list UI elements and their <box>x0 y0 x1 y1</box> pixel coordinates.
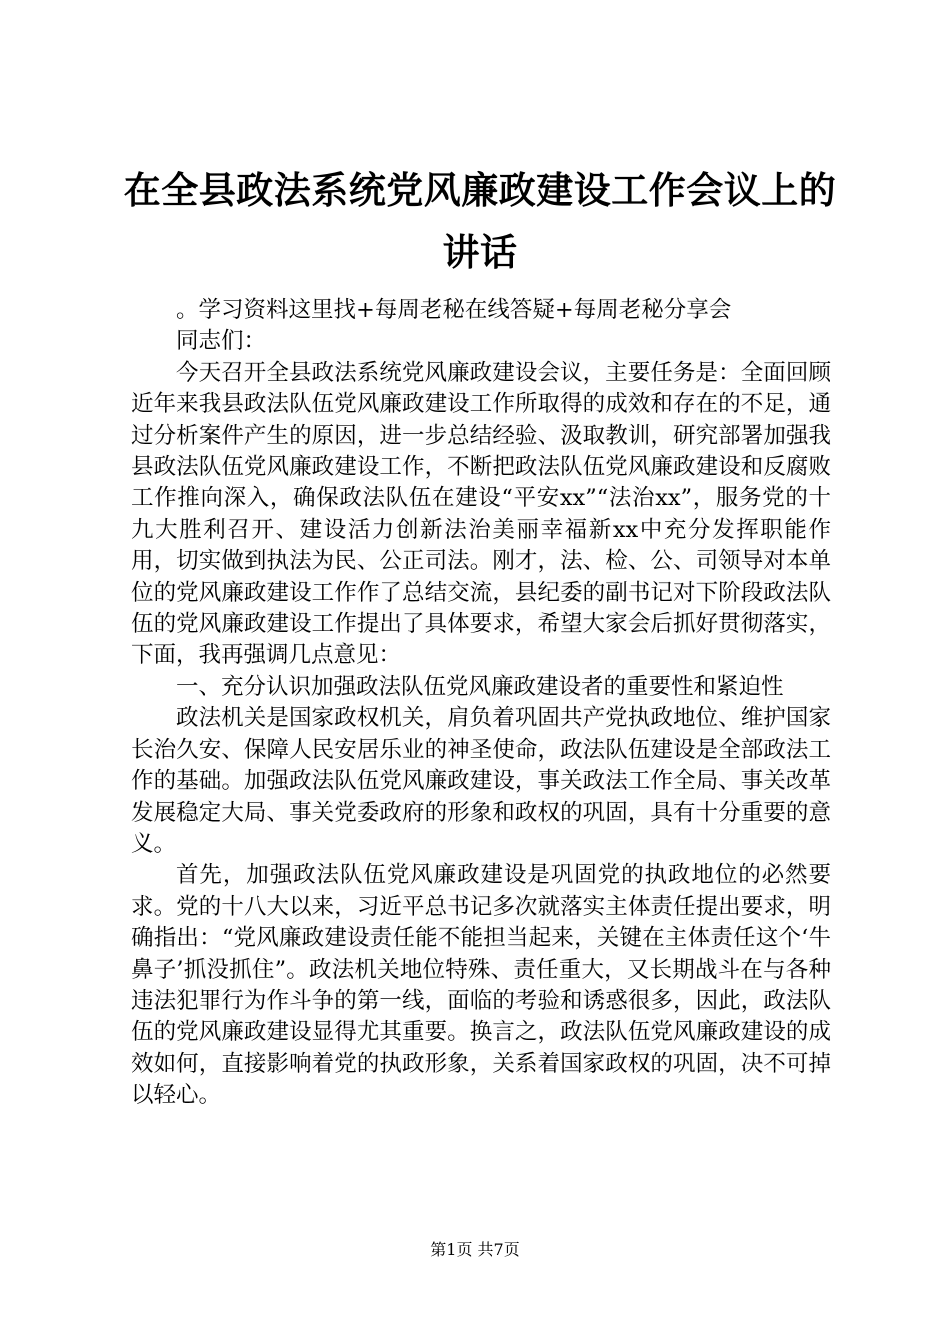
promo-line: 。学习资料这里找+每周老秘在线答疑+每周老秘分享会 <box>176 297 732 323</box>
document-body <box>131 295 831 1112</box>
salutation: 同志们： <box>176 328 267 355</box>
section-heading-1: 一、充分认识加强政法队伍党风廉政建设者的重要性和紧迫性 <box>176 673 784 700</box>
document-title: 在全县政法系统党风廉政建设工作会议上的讲话 <box>123 169 837 274</box>
paragraph-first-point: 首先，加强政法队伍党风廉政建设是巩固党的执政地位的必然要求。党的十八大以来，习近平总书记多次就落实主体责任提出要求，明确指出：“党风廉政建设责任能不能担当起来，关键在主体责任这个‘牛鼻子’抓没抓住”。政法机关地位特殊、责任重大，又长期战斗在与各种违法犯罪行为作斗争的第一线，面临的考验和诱惑很多，因此，政法队伍的党风廉政建设显得尤其重要。换言之，政法队伍党风廉政建设的成效如何，直接影响着党的执政形象，关系着国家政权的巩固，决不可掉以轻心。 <box>131 862 831 1109</box>
paragraph-intro: 今天召开全县政法系统党风廉政建设会议，主要任务是：全面回顾近年来我县政法队伍党风廉政建设工作所取得的成效和存在的不足，通过分析案件产生的原因，进一步总结经验、汲取教训，研究部署加强我县政法队伍党风廉政建设工作，不断把政法队伍党风廉政建设和反腐败工作推向深入，确保政法队伍在建设“平安xx”“法治xx”，服务党的十九大胜利召开、建设活力创新法治美丽幸福新xx中充分发挥职能作用，切实做到执法为民、公正司法。刚才，法、检、公、司领导对本单位的党风廉政建设工作作了总结交流，县纪委的副书记对下阶段政法队伍的党风廉政建设工作提出了具体要求，希望大家会后抓好贯彻落实，下面，我再强调几点意见： <box>131 359 831 669</box>
paragraph-section-1: 政法机关是国家政权机关，肩负着巩固共产党执政地位、维护国家长治久安、保障人民安居乐业的神圣使命，政法队伍建设是全部政法工作的基础。加强政法队伍党风廉政建设，事关政法工作全局、事关改革发展稳定大局、事关党委政府的形象和政权的巩固，具有十分重要的意义。 <box>131 705 831 857</box>
page-footer: 第1页 共7页 <box>430 1240 520 1259</box>
